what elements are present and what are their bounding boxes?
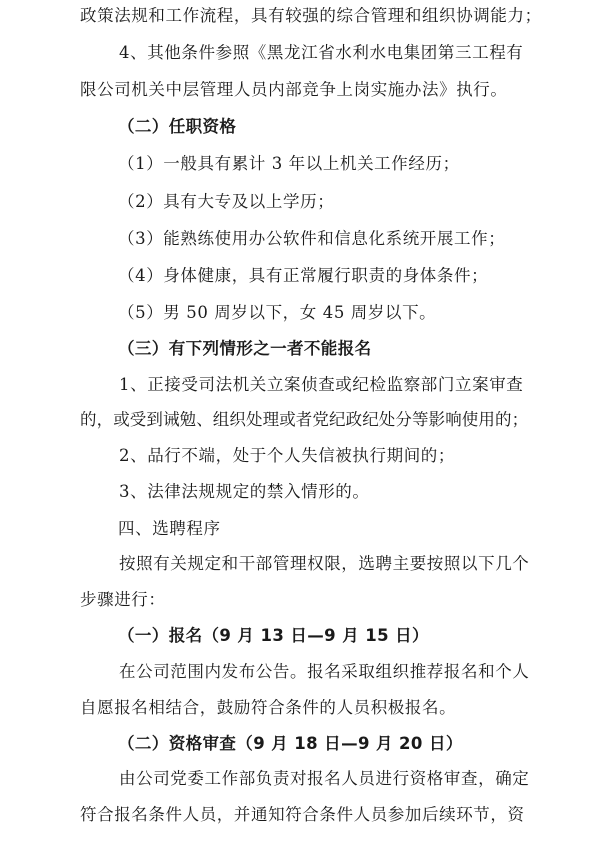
section-heading: （一）报名（9 月 13 日—9 月 15 日）: [118, 626, 429, 645]
paragraph-line: 在公司范围内发布公告。报名采取组织推荐报名和个人: [119, 662, 530, 681]
paragraph-line: 按照有关规定和干部管理权限，选聘主要按照以下几个: [119, 554, 530, 573]
list-item: （5）男 50 周岁以下，女 45 周岁以下。: [118, 303, 437, 322]
section-heading: （二）任职资格: [118, 117, 237, 136]
paragraph-line: 自愿报名相结合，鼓励符合条件的人员积极报名。: [80, 698, 457, 717]
paragraph-line: 政策法规和工作流程，具有较强的综合管理和组织协调能力；: [80, 6, 542, 25]
section-heading: （二）资格审查（9 月 18 日—9 月 20 日）: [118, 734, 463, 753]
paragraph-line: 步骤进行：: [80, 590, 166, 609]
list-item: （1）一般具有累计 3 年以上机关工作经历；: [118, 154, 460, 173]
chapter-heading: 四、选聘程序: [118, 519, 221, 538]
list-item: （2）具有大专及以上学历；: [118, 192, 335, 211]
section-heading: （三）有下列情形之一者不能报名: [118, 339, 372, 358]
paragraph-line: 2、品行不端，处于个人失信被执行期间的；: [119, 446, 455, 465]
paragraph-line: 1、正接受司法机关立案侦查或纪检监察部门立案审查: [119, 375, 524, 394]
paragraph-line: 3、法律法规规定的禁入情形的。: [119, 482, 370, 501]
paragraph-line: 由公司党委工作部负责对报名人员进行资格审查，确定: [119, 769, 530, 788]
paragraph-line: 符合报名条件人员，并通知符合条件人员参加后续环节，资: [80, 805, 525, 824]
list-item: （4）身体健康，具有正常履行职责的身体条件；: [118, 266, 489, 285]
list-item: （3）能熟练使用办公软件和信息化系统开展工作；: [118, 229, 506, 248]
paragraph-line: 4、其他条件参照《黑龙江省水利水电集团第三工程有: [119, 43, 524, 62]
paragraph-line: 限公司机关中层管理人员内部竞争上岗实施办法》执行。: [80, 80, 508, 99]
paragraph-line: 的，或受到诫勉、组织处理或者党纪政纪处分等影响使用的；: [80, 410, 529, 429]
